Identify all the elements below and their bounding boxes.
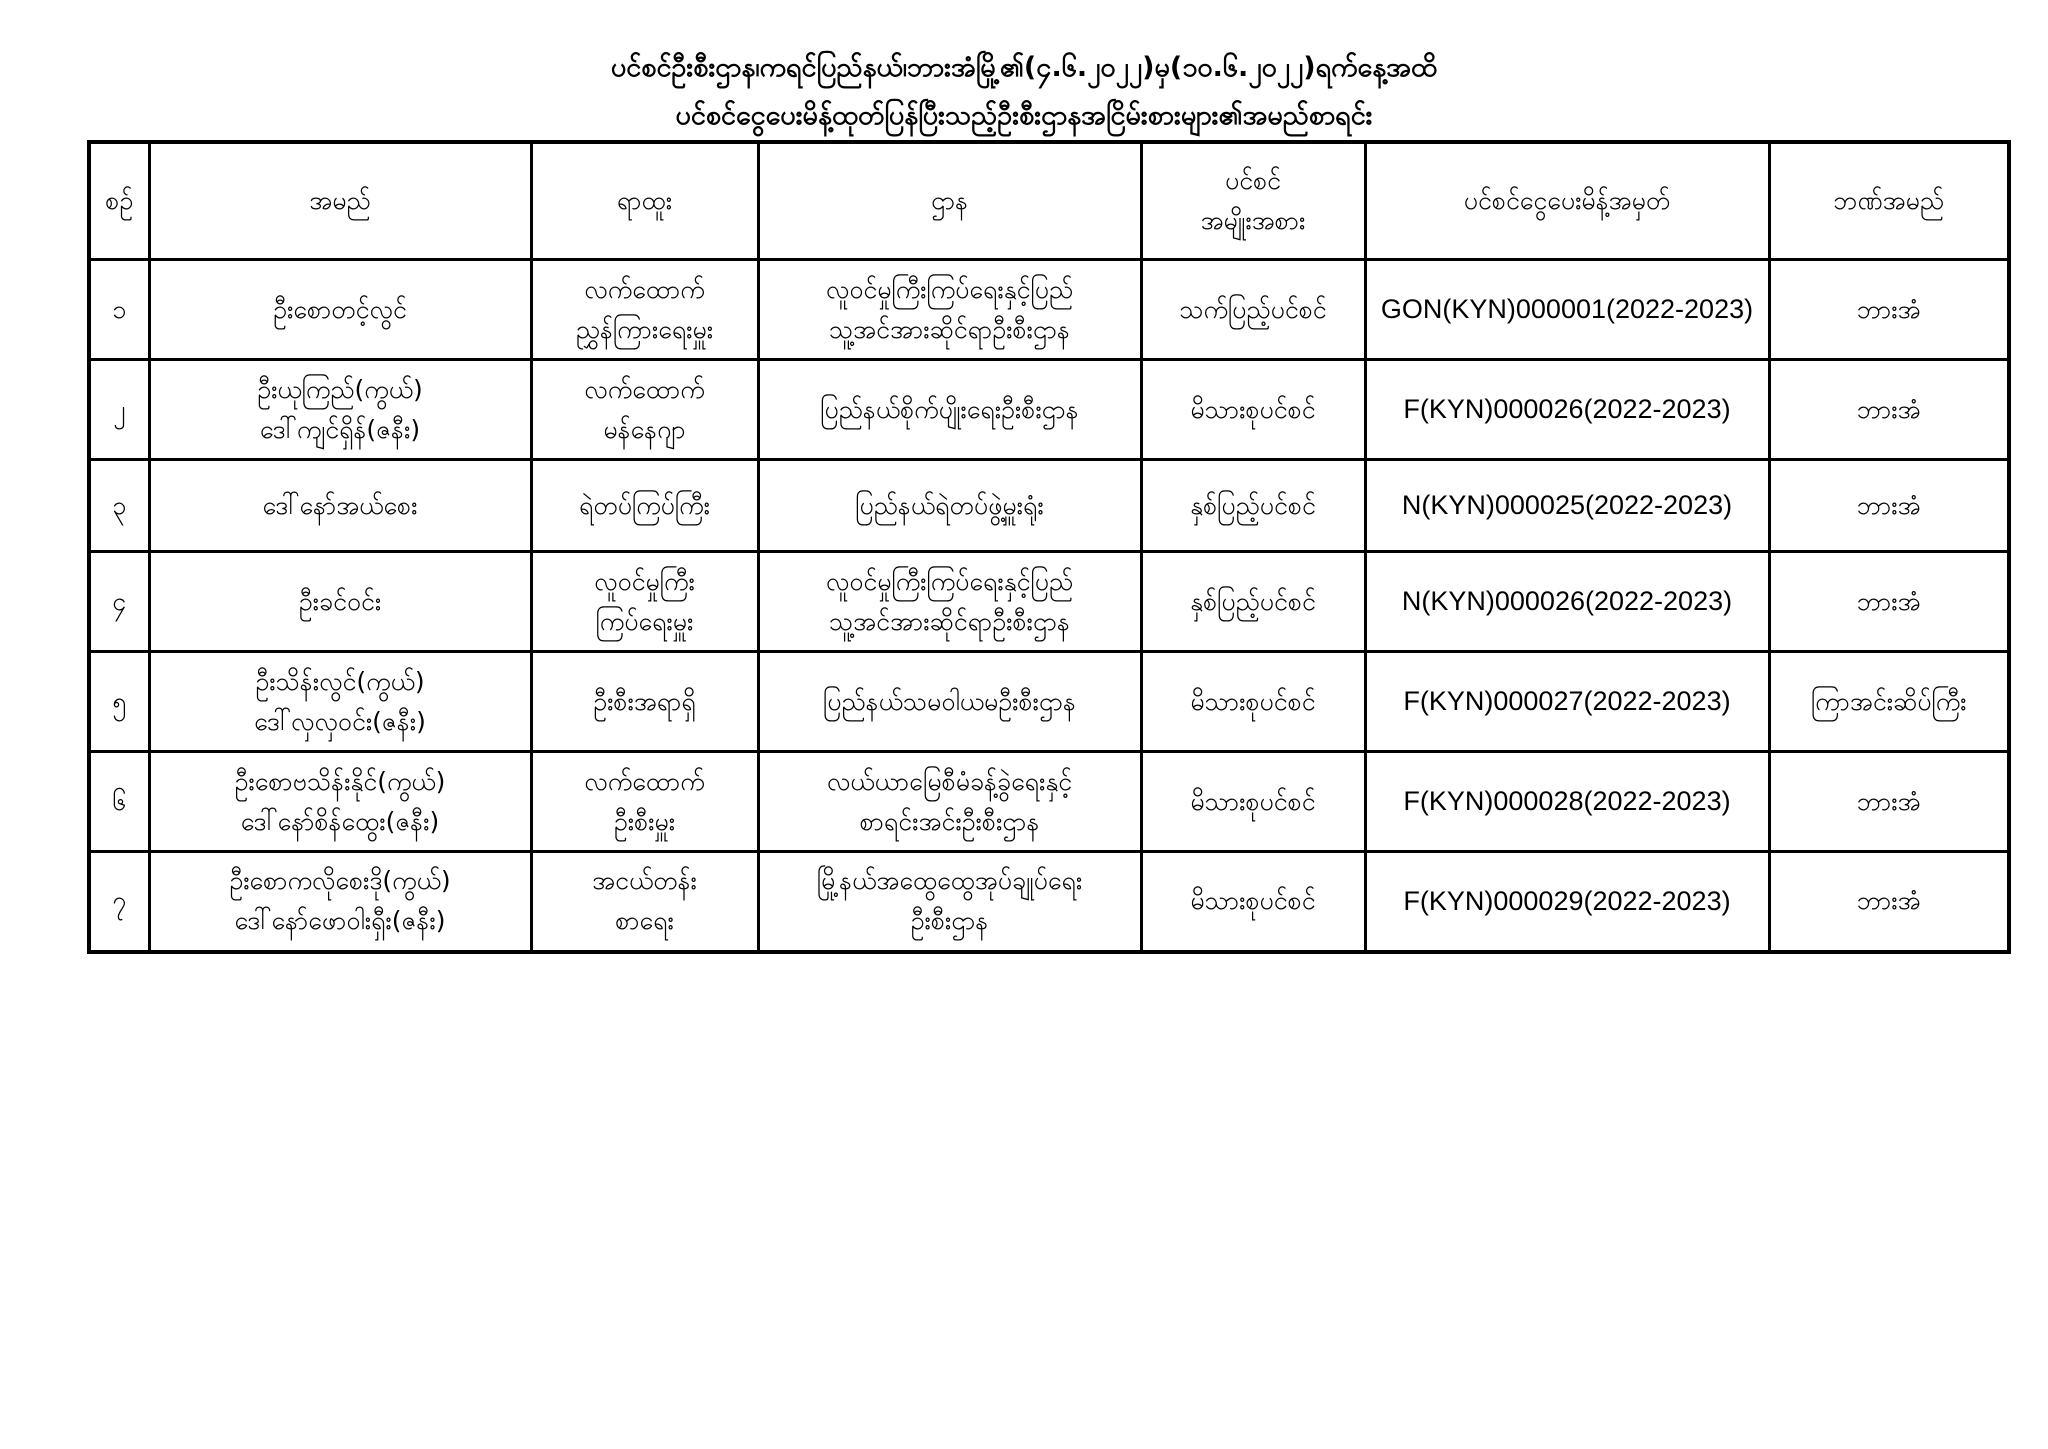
cell-treasury xyxy=(1769,260,2009,360)
cell-name xyxy=(149,552,531,652)
table-body xyxy=(89,260,2009,952)
cell-pension-type xyxy=(1141,752,1365,852)
cell-name-line: ဦးခင်ဝင်း xyxy=(298,586,382,616)
cell-name-line: ဦးစောကလိုစေးဒို(ကွယ်) xyxy=(229,866,451,896)
cell-rank xyxy=(531,752,758,852)
cell-order-no xyxy=(1365,360,1769,460)
cell-pension-type-text: မိသားစုပင်စင် xyxy=(1190,886,1316,916)
cell-department xyxy=(758,260,1141,360)
cell-department xyxy=(758,360,1141,460)
table-row xyxy=(89,752,2009,852)
cell-treasury xyxy=(1769,752,2009,852)
cell-order-no-text: N(KYN)000025(2022-2023) xyxy=(1401,490,1733,520)
cell-treasury-text: ဘားအံ xyxy=(1856,886,1921,916)
cell-no-text: ၁ xyxy=(112,294,127,324)
cell-name xyxy=(149,460,531,552)
cell-no-text: ၃ xyxy=(112,490,127,520)
cell-pension-type-text: သက်ပြည့်ပင်စင် xyxy=(1179,294,1327,324)
cell-order-no xyxy=(1365,260,1769,360)
header-department: ဌာန xyxy=(758,142,1141,260)
cell-treasury-text: ဘားအံ xyxy=(1856,786,1921,816)
cell-treasury xyxy=(1769,552,2009,652)
cell-name xyxy=(149,752,531,852)
cell-rank-line: လူဝင်မှုကြီး xyxy=(594,566,695,596)
cell-department-line: ပြည်နယ်ရဲတပ်ဖွဲ့မှူးရုံး xyxy=(855,490,1044,520)
cell-pension-type-text: နှစ်ပြည့်ပင်စင် xyxy=(1190,586,1316,616)
cell-rank-line: လက်ထောက် xyxy=(584,766,705,796)
cell-name-line: ဒေါ်နော်စိန်ထွေး(ဇနီး) xyxy=(240,806,440,836)
cell-department xyxy=(758,552,1141,652)
cell-pension-type xyxy=(1141,652,1365,752)
title-line-2: ပင်စင်ငွေပေးမိန့်ထုတ်ပြန်ပြီးသည့်ဦးစီးဌာနအငြိမ်းစားများ၏အမည်စာရင်း xyxy=(675,100,1373,131)
cell-pension-type-text: မိသားစုပင်စင် xyxy=(1190,686,1316,716)
cell-treasury xyxy=(1769,460,2009,552)
cell-rank xyxy=(531,460,758,552)
cell-department-line: သူ့အင်အားဆိုင်ရာဦးစီးဌာန xyxy=(829,606,1070,636)
cell-pension-type xyxy=(1141,260,1365,360)
cell-department-line: လယ်ယာမြေစီမံခန့်ခွဲရေးနှင့် xyxy=(826,766,1073,796)
cell-rank-line: ရဲတပ်ကြပ်ကြီး xyxy=(579,490,710,520)
cell-no-text: ၂ xyxy=(113,394,126,424)
cell-no-text: ၄ xyxy=(112,586,127,616)
cell-rank-line: မန်နေဂျာ xyxy=(603,414,686,444)
cell-rank xyxy=(531,360,758,460)
cell-department-line: လူဝင်မှုကြီးကြပ်ရေးနှင့်ပြည် xyxy=(825,566,1074,596)
header-no: စဉ် xyxy=(89,142,149,260)
cell-no-text: ၇ xyxy=(112,886,127,916)
table-row xyxy=(89,552,2009,652)
header-rank: ရာထူး xyxy=(531,142,758,260)
cell-order-no xyxy=(1365,852,1769,952)
cell-no-text: ၆ xyxy=(112,786,127,816)
cell-rank-line: လက်ထောက် xyxy=(584,274,705,304)
cell-name xyxy=(149,260,531,360)
cell-name-line: ဦးစောဗသိန်းနိုင်(ကွယ်) xyxy=(234,766,446,796)
cell-order-no-text: F(KYN)000028(2022-2023) xyxy=(1403,786,1731,816)
table-header-row xyxy=(89,142,2009,260)
cell-department-line: စာရင်းအင်းဦးစီးဌာန xyxy=(859,806,1040,836)
cell-no xyxy=(89,460,149,552)
cell-no-text: ၅ xyxy=(112,686,127,716)
cell-treasury xyxy=(1769,360,2009,460)
cell-treasury-text: ကြာအင်းဆိပ်ကြီး xyxy=(1810,686,1967,716)
table-row xyxy=(89,460,2009,552)
cell-rank xyxy=(531,652,758,752)
cell-pension-type xyxy=(1141,360,1365,460)
table-row xyxy=(89,260,2009,360)
cell-rank-line: လက်ထောက် xyxy=(584,374,705,404)
cell-no xyxy=(89,652,149,752)
cell-no xyxy=(89,260,149,360)
cell-rank-line: စာရေး xyxy=(615,906,674,936)
document-title xyxy=(0,44,2048,140)
cell-department-line: ပြည်နယ်စိုက်ပျိုးရေးဦးစီးဌာန xyxy=(820,394,1079,424)
cell-name xyxy=(149,360,531,460)
cell-department-line: သူ့အင်အားဆိုင်ရာဦးစီးဌာန xyxy=(829,314,1070,344)
cell-rank-line: ဦးစီးမှူး xyxy=(613,806,676,836)
cell-pension-type xyxy=(1141,460,1365,552)
cell-no xyxy=(89,552,149,652)
cell-treasury xyxy=(1769,852,2009,952)
table-row xyxy=(89,652,2009,752)
cell-order-no xyxy=(1365,652,1769,752)
cell-order-no-text: F(KYN)000026(2022-2023) xyxy=(1403,394,1731,424)
header-order-no: ပင်စင်ငွေပေးမိန့်အမှတ် xyxy=(1365,142,1769,260)
header-pension-type xyxy=(1141,142,1365,260)
cell-name-line: ဒေါ်လှလှဝင်း(ဇနီး) xyxy=(254,706,426,736)
cell-department-line: ပြည်နယ်သမဝါယမဦးစီးဌာန xyxy=(823,686,1076,716)
cell-pension-type-text: နှစ်ပြည့်ပင်စင် xyxy=(1190,490,1316,520)
cell-name-line: ဒေါ်နော်ဖောဝါးရှီး(ဇနီး) xyxy=(234,906,446,936)
cell-order-no-text: F(KYN)000029(2022-2023) xyxy=(1403,885,1731,916)
cell-name-line: ဦးယုကြည်(ကွယ်) xyxy=(257,374,423,404)
cell-name xyxy=(149,852,531,952)
title-line-1: ပင်စင်ဦးစီးဌာန၊ကရင်ပြည်နယ်၊ဘားအံမြို့၏(၄.၆.၂၀၂၂)မှ(၁၀.၆.၂၀၂၂)ရက်နေ့အထိ xyxy=(610,52,1438,83)
cell-rank-line: ဦးစီးအရာရှိ xyxy=(593,686,696,716)
header-pension-type-line-2: အမျိုးအစား xyxy=(1200,206,1306,235)
table-row xyxy=(89,360,2009,460)
cell-no xyxy=(89,360,149,460)
cell-department-line: လူဝင်မှုကြီးကြပ်ရေးနှင့်ပြည် xyxy=(825,274,1074,304)
cell-order-no xyxy=(1365,552,1769,652)
cell-treasury-text: ဘားအံ xyxy=(1856,586,1921,616)
cell-order-no-text: N(KYN)000026(2022-2023) xyxy=(1401,586,1733,616)
cell-name-line: ဦးစောတင့်လွင် xyxy=(273,294,407,324)
cell-name xyxy=(149,652,531,752)
cell-rank xyxy=(531,552,758,652)
cell-no xyxy=(89,852,149,952)
cell-order-no xyxy=(1365,752,1769,852)
cell-name-line: ဒေါ်ကျင်ရှိန်(ဇနီး) xyxy=(259,414,421,444)
cell-pension-type-text: မိသားစုပင်စင် xyxy=(1190,394,1316,424)
cell-treasury-text: ဘားအံ xyxy=(1856,394,1921,424)
cell-department xyxy=(758,460,1141,552)
cell-rank-line: ကြပ်ရေးမှူး xyxy=(595,606,694,636)
cell-treasury xyxy=(1769,652,2009,752)
cell-name-line: ဦးသိန်းလွင်(ကွယ်) xyxy=(255,666,425,696)
cell-treasury-text: ဘားအံ xyxy=(1856,294,1921,324)
cell-department-line: မြို့နယ်အထွေထွေအုပ်ချုပ်ရေး xyxy=(816,866,1083,896)
cell-order-no-text: GON(KYN)000001(2022-2023) xyxy=(1380,294,1754,324)
cell-no xyxy=(89,752,149,852)
cell-department xyxy=(758,752,1141,852)
cell-rank xyxy=(531,260,758,360)
cell-department-line: ဦးစီးဌာန xyxy=(910,906,989,936)
cell-name-line: ဒေါ်နော်အယ်စေး xyxy=(262,490,418,520)
cell-pension-type xyxy=(1141,852,1365,952)
header-name: အမည် xyxy=(149,142,531,260)
cell-rank-line: ညွှန်ကြားရေးမှူး xyxy=(575,314,714,344)
cell-order-no-text: F(KYN)000027(2022-2023) xyxy=(1403,686,1731,716)
cell-rank xyxy=(531,852,758,952)
cell-pension-type xyxy=(1141,552,1365,652)
cell-department xyxy=(758,652,1141,752)
header-pension-type-line-1: ပင်စင် xyxy=(1224,166,1282,195)
cell-rank-line: အငယ်တန်း xyxy=(592,866,697,896)
table-row xyxy=(89,852,2009,952)
cell-order-no xyxy=(1365,460,1769,552)
pension-records-table xyxy=(87,140,2011,954)
header-treasury: ဘဏ်အမည် xyxy=(1769,142,2009,260)
cell-treasury-text: ဘားအံ xyxy=(1856,490,1921,520)
cell-department xyxy=(758,852,1141,952)
cell-pension-type-text: မိသားစုပင်စင် xyxy=(1190,786,1316,816)
